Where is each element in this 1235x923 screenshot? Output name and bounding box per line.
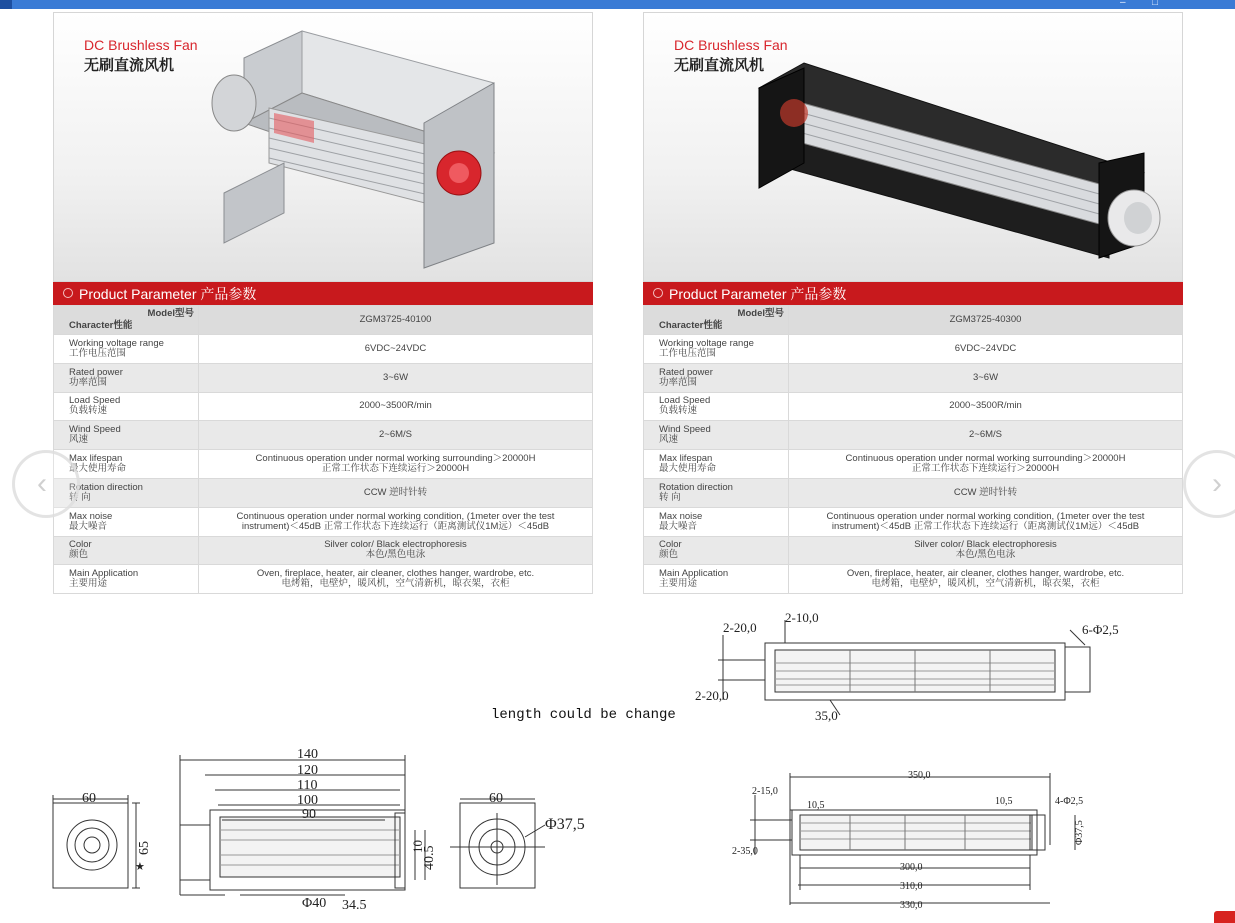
drawing-long-fan	[730, 765, 1100, 915]
carousel-next-button[interactable]	[1183, 450, 1235, 518]
dim-10-5-left: 10,5	[807, 800, 825, 811]
minimize-icon[interactable]: –	[1120, 0, 1126, 8]
table-row	[644, 450, 1183, 479]
param-value: CCW 逆时针转	[363, 486, 428, 498]
param-label-en: Main Application	[69, 568, 139, 580]
table-row	[644, 363, 1183, 392]
param-value-cn: 正常工作状态下连续运行＞20000H	[911, 463, 1060, 475]
param-value: 6VDC~24VDC	[954, 342, 1017, 354]
maximize-icon[interactable]: □	[1152, 0, 1159, 8]
table-row	[54, 507, 593, 536]
param-value-cn: instrument)＜45dB 正常工作状态下连续运行（距离测试仪1M远）＜45dB	[241, 520, 550, 532]
param-label-cn: 功率范围	[659, 376, 698, 388]
param-label-cn: 负载转速	[659, 405, 698, 417]
param-label-cn: 最大噪音	[69, 520, 108, 532]
param-label-cn: 颜色	[69, 549, 89, 561]
param-value: CCW 逆时针转	[953, 486, 1018, 498]
param-label-en: Max lifespan	[69, 453, 123, 465]
param-value: 3~6W	[972, 371, 999, 383]
param-value: Oven, fireplace, heater, air cleaner, clothes hanger, wardrobe, etc.	[256, 568, 535, 580]
parameter-banner	[53, 282, 593, 305]
length-caption: length could be change	[491, 707, 676, 723]
circle-icon	[653, 288, 663, 298]
param-value: 2~6M/S	[968, 429, 1002, 441]
dim-100: 100	[297, 793, 318, 808]
parameter-table	[53, 305, 593, 594]
dim-side-width: 60	[82, 791, 96, 806]
param-value: 2000~3500R/min	[949, 400, 1022, 412]
dim-dia-40: Φ40	[302, 896, 327, 911]
param-value: 2~6M/S	[378, 429, 412, 441]
param-label-cn: 风速	[69, 434, 89, 446]
dim-110: 110	[297, 778, 318, 793]
dim-35: 35,0	[815, 708, 838, 723]
dim-dia-37-5: Φ37,5	[545, 816, 585, 833]
product-title-en: DC Brushless Fan	[84, 37, 198, 53]
param-label-cn: 主要用途	[659, 578, 698, 590]
param-value-cn: 电烤箱，电壁炉，暖风机，空气清新机，晾衣架，衣柜	[281, 578, 510, 590]
chevron-right-icon: ›	[1212, 467, 1222, 500]
param-label-en: Color	[69, 539, 92, 551]
param-label-en: Working voltage range	[69, 337, 164, 349]
param-label-cn: 转 向	[69, 491, 91, 503]
param-label-cn: 颜色	[659, 549, 679, 561]
product-title-en: DC Brushless Fan	[674, 37, 788, 53]
param-label-en: Max lifespan	[659, 453, 713, 465]
banner-title: Product Parameter 产品参数	[669, 286, 847, 302]
param-label-en: Load Speed	[659, 395, 711, 407]
param-label-cn: 工作电压范围	[69, 347, 127, 359]
banner-title: Product Parameter 产品参数	[79, 286, 257, 302]
param-label-en: Max noise	[659, 510, 703, 522]
table-row	[644, 421, 1183, 450]
param-label-en: Main Application	[659, 568, 729, 580]
param-label-en: Rotation direction	[659, 481, 733, 493]
param-label-en: Rated power	[69, 366, 123, 378]
table-row	[644, 536, 1183, 565]
table-row	[54, 421, 593, 450]
dim-140: 140	[297, 747, 318, 762]
table-row	[54, 565, 593, 594]
dim-330: 330,0	[900, 900, 923, 911]
param-value: Continuous operation under normal working condition, (1meter over the test	[826, 510, 1145, 522]
dim-34-5: 34.5	[342, 898, 367, 913]
param-value: Silver color/ Black electrophoresis	[324, 539, 467, 551]
dim-310: 310,0	[900, 881, 923, 892]
param-label-en: Rotation direction	[69, 481, 143, 493]
param-value-cn: instrument)＜45dB 正常工作状态下连续运行（距离测试仪1M远）＜45dB	[831, 520, 1140, 532]
dim-2-15: 2-15,0	[752, 786, 778, 797]
param-label-cn: 负载转速	[69, 405, 108, 417]
dim-2-20-bottom: 2-20,0	[695, 688, 729, 703]
param-label-cn: 主要用途	[69, 578, 108, 590]
dim-90: 90	[302, 807, 316, 822]
param-value: 3~6W	[382, 371, 409, 383]
chat-widget-button[interactable]	[1214, 911, 1235, 923]
dim-4-holes: 4-Φ2,5	[1055, 796, 1084, 807]
param-value: Continuous operation under normal working condition, (1meter over the test	[236, 510, 555, 522]
dim-10: 10	[410, 840, 425, 853]
table-row	[644, 507, 1183, 536]
parameter-banner	[643, 282, 1183, 305]
param-label-cn: 工作电压范围	[659, 347, 717, 359]
param-value-cn: 正常工作状态下连续运行＞20000H	[321, 463, 470, 475]
param-label-en: Color	[659, 539, 682, 551]
tab-indicator	[0, 0, 12, 9]
table-row	[54, 335, 593, 364]
dim-side-height: 65	[137, 841, 152, 855]
param-value: Silver color/ Black electrophoresis	[914, 539, 1057, 551]
carousel-prev-button[interactable]	[12, 450, 80, 518]
param-label-cn: 最大噪音	[659, 520, 698, 532]
dim-350: 350,0	[908, 770, 931, 781]
param-label-en: Load Speed	[69, 395, 121, 407]
table-row	[644, 565, 1183, 594]
param-value: Continuous operation under normal working surrounding＞20000H	[255, 453, 536, 465]
table-row	[54, 478, 593, 507]
table-row	[54, 392, 593, 421]
table-row	[644, 392, 1183, 421]
product-title-cn: 无刷直流风机	[674, 57, 765, 74]
param-label-en: Max noise	[69, 510, 113, 522]
param-value: 2000~3500R/min	[359, 400, 432, 412]
dim-300: 300,0	[900, 862, 923, 873]
table-row	[644, 335, 1183, 364]
model-value: ZGM3725-40100	[199, 306, 593, 335]
param-label-cn: 最大使用寿命	[659, 463, 717, 475]
dim-2-10: 2-10,0	[785, 610, 819, 625]
parameter-table	[643, 305, 1183, 594]
table-row	[644, 478, 1183, 507]
circle-icon	[63, 288, 73, 298]
param-value: 6VDC~24VDC	[364, 342, 427, 354]
header-model-label: Model型号	[737, 308, 784, 319]
param-value-cn: 本色/黑色电泳	[955, 549, 1016, 561]
dim-end-width: 60	[489, 791, 503, 806]
drawing-top-view	[690, 605, 1140, 725]
dim-2-20-top: 2-20,0	[723, 620, 757, 635]
table-row	[54, 363, 593, 392]
param-label-en: Rated power	[659, 366, 713, 378]
product-photo	[53, 12, 593, 282]
table-row	[54, 536, 593, 565]
header-model-label: Model型号	[147, 308, 194, 319]
table-row	[54, 306, 593, 335]
param-value-cn: 电烤箱，电壁炉，暖风机，空气清新机，晾衣架，衣柜	[871, 578, 1100, 590]
param-label-en: Wind Speed	[69, 424, 121, 436]
param-value: Continuous operation under normal working surrounding＞20000H	[845, 453, 1126, 465]
param-value: Oven, fireplace, heater, air cleaner, clothes hanger, wardrobe, etc.	[846, 568, 1125, 580]
model-value: ZGM3725-40300	[789, 306, 1183, 335]
chevron-left-icon: ‹	[37, 467, 47, 500]
param-label-en: Wind Speed	[659, 424, 711, 436]
dim-6-holes: 6-Φ2,5	[1082, 622, 1119, 637]
table-row	[644, 306, 1183, 335]
param-value-cn: 本色/黑色电泳	[365, 549, 426, 561]
dim-120: 120	[297, 763, 318, 778]
param-label-cn: 功率范围	[69, 376, 108, 388]
dim-40-5: 40.5	[422, 845, 437, 870]
dim-dia-37-5: Φ37,5	[1074, 820, 1085, 845]
param-label-cn: 风速	[659, 434, 679, 446]
dim-10-5-right: 10,5	[995, 796, 1013, 807]
dim-2-35: 2-35,0	[732, 846, 758, 857]
param-label-en: Working voltage range	[659, 337, 754, 349]
header-character-label: Character性能	[659, 320, 723, 331]
drawing-small-fan	[40, 745, 620, 915]
header-character-label: Character性能	[69, 320, 133, 331]
product-card-40300	[643, 12, 1183, 592]
param-label-cn: 最大使用寿命	[69, 463, 127, 475]
star-icon: ★	[135, 861, 145, 873]
product-title-cn: 无刷直流风机	[84, 57, 175, 74]
product-photo	[643, 12, 1183, 282]
param-label-cn: 转 向	[659, 491, 681, 503]
product-card-40100	[53, 12, 593, 592]
table-row	[54, 450, 593, 479]
browser-top-bar	[0, 0, 1235, 9]
